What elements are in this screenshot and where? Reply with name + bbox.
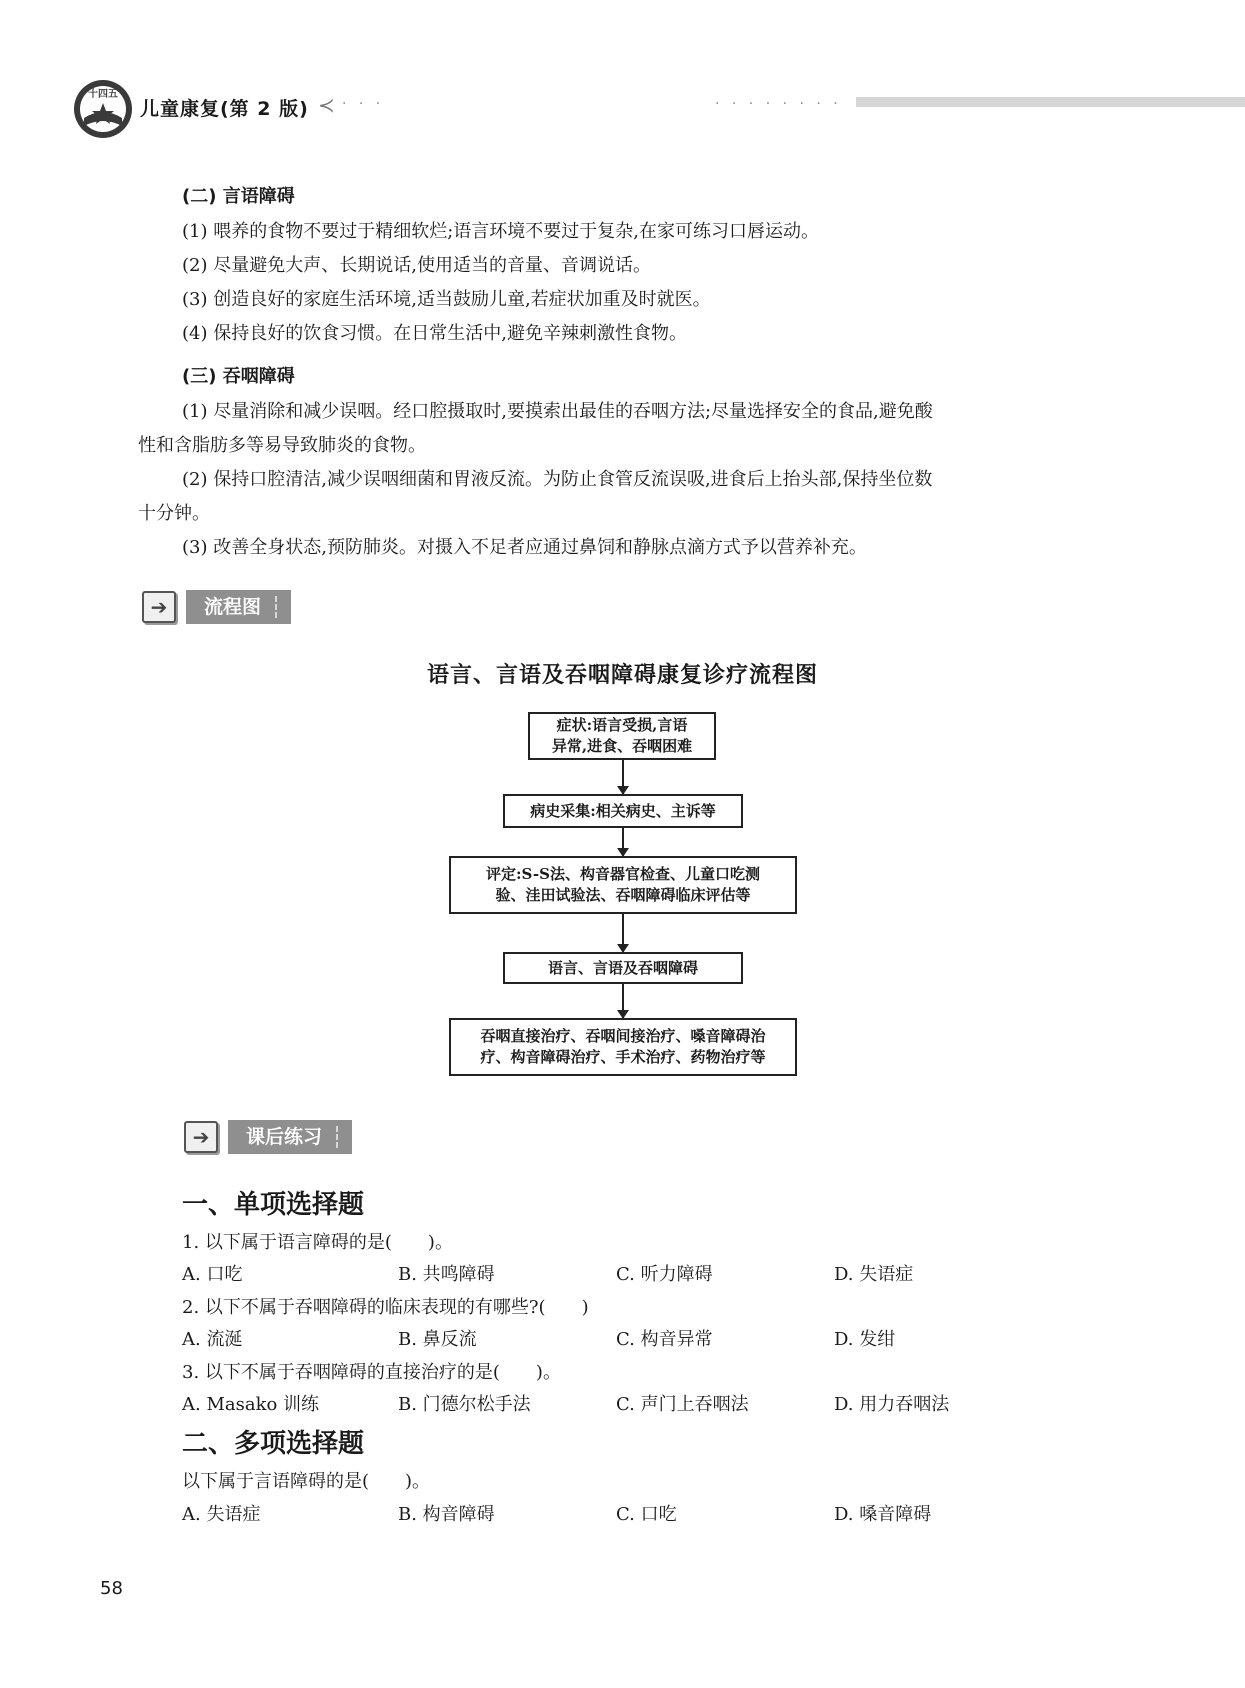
q2-option-c: C. 构音异常: [616, 1329, 713, 1350]
speech-item-4: (4) 保持良好的饮食习惯。在日常生活中,避免辛辣刺激性食物。: [182, 323, 687, 344]
page-number: 58: [100, 1578, 123, 1599]
book-title: 儿童康复(第 2 版): [140, 98, 309, 120]
speech-item-3: (3) 创造良好的家庭生活环境,适当鼓励儿童,若症状加重及时就医。: [182, 289, 711, 310]
flow-step-history: 病史采集:相关病史、主诉等: [503, 794, 743, 828]
q4-option-d: D. 嗓音障碍: [834, 1504, 932, 1525]
arrow-right-icon: ➔: [184, 1121, 218, 1153]
question-4: 以下属于言语障碍的是( )。: [182, 1471, 431, 1492]
q4-option-a: A. 失语症: [182, 1504, 261, 1525]
q3-option-a: A. Masako 训练: [182, 1394, 320, 1415]
swallow-item-1: (1) 尽量消除和减少误咽。经口腔摄取时,要摸索出最佳的吞咽方法;尽量选择安全的食品,避免酸 性和含脂肪多等易导致肺炎的食物。: [138, 401, 933, 456]
flowchart-tag-label: 流程图: [186, 590, 291, 624]
question-1: 1. 以下属于语言障碍的是( )。: [182, 1232, 453, 1253]
question-3: 3. 以下不属于吞咽障碍的直接治疗的是( )。: [182, 1362, 561, 1383]
flowchart-section-tag: [142, 590, 291, 624]
q1-option-d: D. 失语症: [834, 1264, 914, 1285]
flowchart-title: 语言、言语及吞咽障碍康复诊疗流程图: [426, 662, 818, 688]
speech-heading: (二) 言语障碍: [182, 186, 295, 207]
q2-option-b: B. 鼻反流: [398, 1329, 477, 1350]
q1-option-c: C. 听力障碍: [616, 1264, 713, 1285]
q3-option-b: B. 门德尔松手法: [398, 1394, 531, 1415]
header-bar: [856, 97, 1245, 107]
header-dots-left: · · ·: [342, 96, 385, 112]
swallow-item-2: (2) 保持口腔清洁,减少误咽细菌和胃液反流。为防止食管反流误吸,进食后上抬头部,保持坐位数 十分钟。: [138, 469, 933, 524]
exercise-section-tag: [184, 1120, 352, 1154]
single-choice-heading: 一、单项选择题: [182, 1190, 365, 1220]
question-2: 2. 以下不属于吞咽障碍的临床表现的有哪些?( ): [182, 1297, 589, 1318]
header-arrow-icon: ≺: [318, 93, 335, 117]
multi-choice-heading: 二、多项选择题: [182, 1429, 365, 1459]
flow-step-treatment: 吞咽直接治疗、吞咽间接治疗、嗓音障碍治 疗、构音障碍治疗、手术治疗、药物治疗等: [449, 1018, 797, 1076]
q4-option-c: C. 口吃: [616, 1504, 677, 1525]
speech-item-1: (1) 喂养的食物不要过于精细软烂;语言环境不要过于复杂,在家可练习口唇运动。: [182, 221, 820, 242]
flow-arrow-1: [622, 760, 624, 794]
swallow-heading: (三) 吞咽障碍: [182, 366, 295, 387]
series-logo: [72, 78, 134, 140]
q4-option-b: B. 构音障碍: [398, 1504, 495, 1525]
flow-step-symptoms: 症状:语言受损,言语 异常,进食、吞咽困难: [528, 712, 716, 760]
exercise-tag-label: 课后练习: [228, 1120, 352, 1154]
q3-option-c: C. 声门上吞咽法: [616, 1394, 749, 1415]
flow-arrow-4: [622, 984, 624, 1018]
header-dots-right: · · · · · · · ·: [715, 96, 842, 112]
flow-step-diagnosis: 语言、言语及吞咽障碍: [503, 952, 743, 984]
arrow-right-icon: ➔: [142, 591, 176, 623]
q2-option-d: D. 发绀: [834, 1329, 896, 1350]
q1-option-b: B. 共鸣障碍: [398, 1264, 495, 1285]
q1-option-a: A. 口吃: [182, 1264, 243, 1285]
speech-item-2: (2) 尽量避免大声、长期说话,使用适当的音量、音调说话。: [182, 255, 651, 276]
flow-arrow-3: [622, 914, 624, 952]
q2-option-a: A. 流涎: [182, 1329, 243, 1350]
flow-step-assessment: 评定:S-S法、构音器官检查、儿童口吃测 验、洼田试验法、吞咽障碍临床评估等: [449, 856, 797, 914]
swallow-item-3: (3) 改善全身状态,预防肺炎。对摄入不足者应通过鼻饲和静脉点滴方式予以营养补充。: [182, 537, 867, 558]
q3-option-d: D. 用力吞咽法: [834, 1394, 950, 1415]
logo-text: 十四五: [88, 89, 118, 100]
flow-arrow-2: [622, 828, 624, 856]
